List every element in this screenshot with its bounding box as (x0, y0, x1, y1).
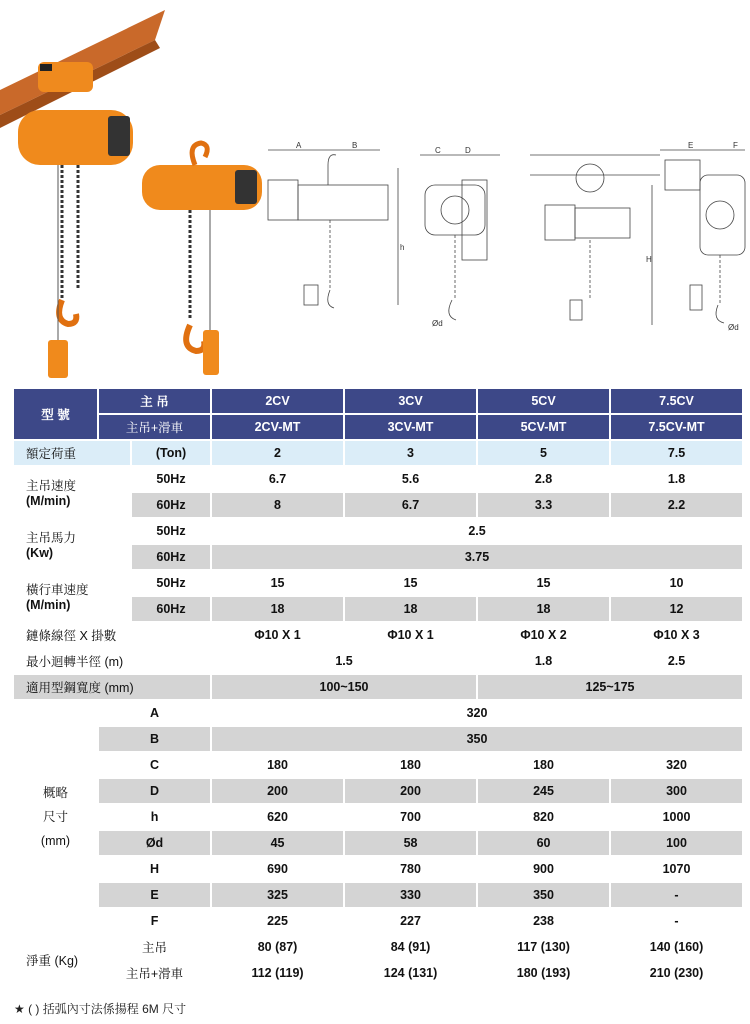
value-cell: 12 (610, 596, 743, 622)
front-dimension-drawing (268, 150, 398, 308)
value-cell: Φ10 X 1 (211, 622, 344, 648)
value-cell: 325 (211, 882, 344, 908)
value-cell: 84 (91) (344, 934, 477, 960)
model-mt-cell: 5CV-MT (477, 414, 610, 440)
value-cell: 18 (477, 596, 610, 622)
value-cell: 2 (211, 440, 344, 466)
unit-text: (M/min) (26, 494, 71, 508)
radius-row (13, 648, 743, 674)
dim-label-od-2: Ød (728, 323, 739, 332)
value-cell: 1.8 (610, 466, 743, 492)
row-label: 淨重 (Kg) (13, 934, 98, 986)
label-text: (mm) (40, 834, 71, 848)
row-label: 額定荷重 (13, 440, 131, 466)
dim-label-f: F (733, 141, 738, 150)
model-cell: 3CV (344, 388, 477, 414)
rated-load-row (13, 440, 743, 466)
hz-cell: 60Hz (131, 492, 211, 518)
dim-label-od: Ød (432, 319, 443, 328)
value-cell: 18 (211, 596, 344, 622)
model-cell: 2CV (211, 388, 344, 414)
value-cell: 180 (344, 752, 477, 778)
value-cell: 200 (344, 778, 477, 804)
value-cell: 18 (344, 596, 477, 622)
dim-key: D (98, 778, 211, 804)
dims-label (13, 700, 98, 934)
sub-label: 主吊 (98, 934, 211, 960)
value-cell: 180 (193) (477, 960, 610, 986)
dim-b-row (13, 726, 743, 752)
dim-row (13, 908, 743, 934)
model-header: 型 號 (13, 388, 98, 440)
value-cell: 320 (610, 752, 743, 778)
dim-key: h (98, 804, 211, 830)
row-label (13, 570, 131, 622)
value-cell: 1.5 (211, 648, 477, 674)
value-cell: 7.5 (610, 440, 743, 466)
dim-label-d: D (465, 146, 471, 155)
value-cell: 15 (344, 570, 477, 596)
dim-label-e: E (688, 141, 694, 150)
dim-key: E (98, 882, 211, 908)
value-cell: 320 (211, 700, 743, 726)
value-cell: 3.3 (477, 492, 610, 518)
value-cell: 180 (211, 752, 344, 778)
unit-cell: (Ton) (131, 440, 211, 466)
value-cell: 140 (160) (610, 934, 743, 960)
value-cell: 1.8 (477, 648, 610, 674)
model-cell: 7.5CV (610, 388, 743, 414)
value-cell: 820 (477, 804, 610, 830)
value-cell: 3.75 (211, 544, 743, 570)
row-label: 最小迴轉半徑 (m) (13, 648, 211, 674)
value-cell: 15 (477, 570, 610, 596)
value-cell: 2.8 (477, 466, 610, 492)
value-cell: 1000 (610, 804, 743, 830)
unit-text: (M/min) (26, 598, 71, 612)
hoist-with-trolley-photo (0, 10, 165, 378)
dim-key: C (98, 752, 211, 778)
chain-row (13, 622, 743, 648)
value-cell: 245 (477, 778, 610, 804)
dim-label-b: B (352, 141, 358, 150)
power-50-row (13, 518, 743, 544)
value-cell: 100~150 (211, 674, 477, 700)
header-row-trolley (13, 414, 743, 440)
value-cell: 330 (344, 882, 477, 908)
model-mt-cell: 7.5CV-MT (610, 414, 743, 440)
hz-cell: 50Hz (131, 466, 211, 492)
dim-row (13, 882, 743, 908)
row-label: 適用型鋼寬度 (mm) (13, 674, 211, 700)
row-label (13, 518, 131, 570)
value-cell: 225 (211, 908, 344, 934)
dim-key: A (98, 700, 211, 726)
hz-cell: 60Hz (131, 596, 211, 622)
value-cell: 124 (131) (344, 960, 477, 986)
dim-key: H (98, 856, 211, 882)
lift-speed-50-row (13, 466, 743, 492)
dim-row (13, 830, 743, 856)
value-cell: 15 (211, 570, 344, 596)
main-header: 主 吊 (98, 388, 211, 414)
weight-main-row (13, 934, 743, 960)
row-label (13, 466, 131, 518)
value-cell: 1070 (610, 856, 743, 882)
dim-key: F (98, 908, 211, 934)
hz-cell: 50Hz (131, 518, 211, 544)
dim-label-c: C (435, 146, 441, 155)
value-cell: 227 (344, 908, 477, 934)
value-cell: - (610, 908, 743, 934)
value-cell: 5 (477, 440, 610, 466)
value-cell: 350 (477, 882, 610, 908)
value-cell: Φ10 X 3 (610, 622, 743, 648)
value-cell: 350 (211, 726, 743, 752)
value-cell: 238 (477, 908, 610, 934)
label-text: 橫行車速度 (26, 583, 89, 597)
value-cell: 58 (344, 830, 477, 856)
sub-label: 主吊+滑車 (98, 960, 211, 986)
row-label: 鏈條線徑 X 掛數 (13, 622, 211, 648)
dim-key: Ød (98, 830, 211, 856)
beam-width-row (13, 674, 743, 700)
value-cell: 300 (610, 778, 743, 804)
value-cell: 2.2 (610, 492, 743, 518)
value-cell: 3 (344, 440, 477, 466)
value-cell: Φ10 X 1 (344, 622, 477, 648)
dim-label-a: A (296, 141, 302, 150)
dim-a-row (13, 700, 743, 726)
spec-table (12, 387, 744, 987)
value-cell: 6.7 (344, 492, 477, 518)
value-cell: 60 (477, 830, 610, 856)
model-mt-cell: 3CV-MT (344, 414, 477, 440)
value-cell: 5.6 (344, 466, 477, 492)
value-cell: 620 (211, 804, 344, 830)
value-cell: 2.5 (610, 648, 743, 674)
value-cell: 780 (344, 856, 477, 882)
label-text: 主吊馬力 (26, 531, 77, 545)
dim-label-h: h (400, 243, 405, 252)
dim-key: B (98, 726, 211, 752)
value-cell: 2.5 (211, 518, 743, 544)
travel-speed-50-row (13, 570, 743, 596)
value-cell: Φ10 X 2 (477, 622, 610, 648)
header-row-main (13, 388, 743, 414)
value-cell: 100 (610, 830, 743, 856)
value-cell: - (610, 882, 743, 908)
value-cell: 80 (87) (211, 934, 344, 960)
value-cell: 900 (477, 856, 610, 882)
value-cell: 700 (344, 804, 477, 830)
hz-cell: 60Hz (131, 544, 211, 570)
product-illustrations (0, 0, 750, 380)
value-cell: 10 (610, 570, 743, 596)
value-cell: 125~175 (477, 674, 743, 700)
value-cell: 180 (477, 752, 610, 778)
value-cell: 117 (130) (477, 934, 610, 960)
trolley-front-dimension-drawing (530, 155, 660, 325)
label-text: 主吊速度 (26, 479, 77, 493)
dim-row (13, 804, 743, 830)
value-cell: 690 (211, 856, 344, 882)
model-cell: 5CV (477, 388, 610, 414)
hoist-photo (142, 143, 262, 375)
dim-label-H: H (646, 255, 652, 264)
label-text: 尺寸 (42, 810, 68, 824)
trolley-side-dimension-drawing (660, 150, 745, 323)
weight-trolley-row (13, 960, 743, 986)
hz-cell: 50Hz (131, 570, 211, 596)
value-cell: 45 (211, 830, 344, 856)
value-cell: 112 (119) (211, 960, 344, 986)
dim-row (13, 752, 743, 778)
value-cell: 210 (230) (610, 960, 743, 986)
value-cell: 8 (211, 492, 344, 518)
dim-row (13, 856, 743, 882)
dim-row (13, 778, 743, 804)
main-trolley-header: 主吊+滑車 (98, 414, 211, 440)
model-mt-cell: 2CV-MT (211, 414, 344, 440)
value-cell: 200 (211, 778, 344, 804)
value-cell: 6.7 (211, 466, 344, 492)
side-dimension-drawing (420, 155, 500, 320)
footnote: ★ ( ) 括弧內寸法係揚程 6M 尺寸 (14, 1002, 187, 1016)
unit-text: (Kw) (26, 546, 54, 560)
label-text: 概略 (42, 786, 68, 800)
